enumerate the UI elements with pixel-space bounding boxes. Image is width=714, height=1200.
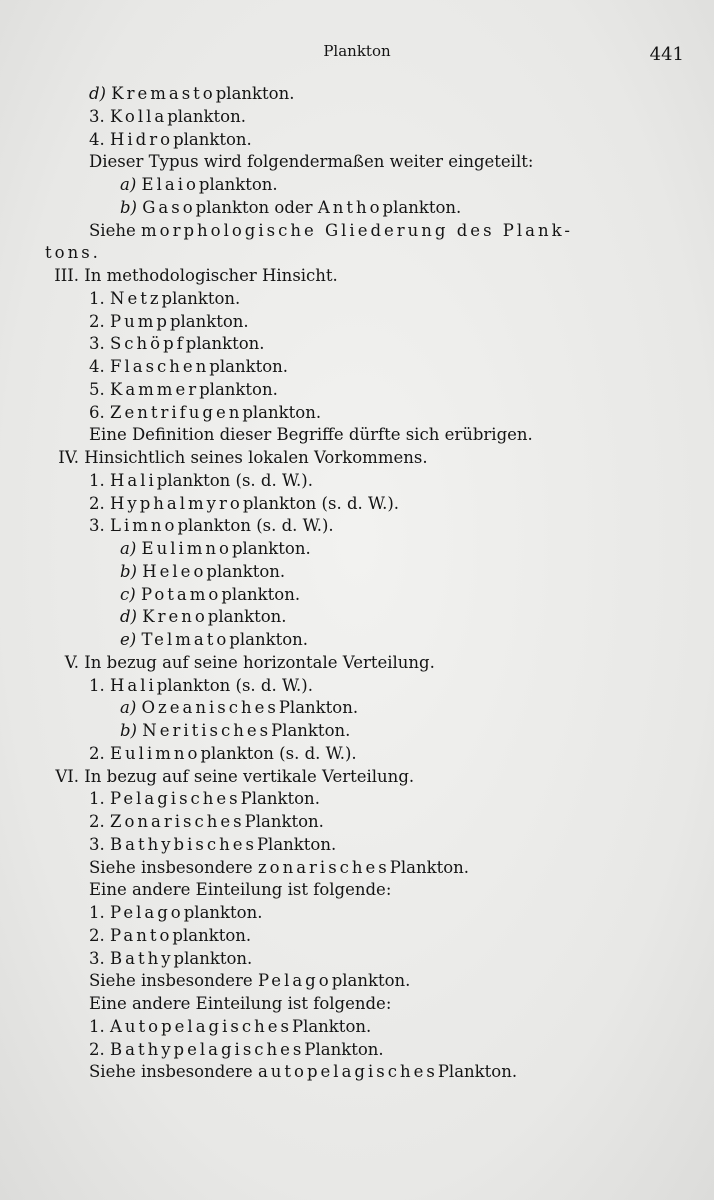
line-text: plankton.	[231, 539, 311, 558]
line-text: plankton (s. d. W.).	[177, 516, 334, 536]
spaced-term: Neritisches	[142, 721, 272, 740]
spaced-term: Hali	[110, 675, 157, 695]
spaced-term: Bathy	[110, 948, 174, 968]
list-marker: 5.	[89, 379, 105, 399]
spaced-term: Ozeanisches	[141, 698, 279, 718]
line-text: plankton oder	[195, 197, 318, 217]
line-text: plankton (s. d. W.).	[200, 743, 357, 763]
list-marker: b)	[120, 561, 137, 581]
text-line	[0, 1039, 714, 1062]
line-text: Eine andere Einteilung ist folgende:	[89, 994, 392, 1013]
list-marker: 6.	[89, 402, 105, 422]
spaced-term: Flaschen	[110, 357, 210, 376]
spaced-term: Eulimno	[110, 743, 201, 763]
text-line	[0, 288, 714, 311]
text-line	[0, 1016, 714, 1039]
line-text: plankton.	[173, 948, 253, 968]
line-text: Hinsichtlich seines lokalen Vorkommens.	[84, 448, 428, 467]
list-marker: c)	[120, 584, 136, 604]
line-text: plankton.	[215, 84, 295, 103]
line-text: plankton.	[173, 129, 252, 149]
text-line	[0, 242, 714, 265]
line-text: In bezug auf seine horizontale Verteilung.	[84, 652, 435, 672]
line-text: plankton.	[229, 630, 309, 649]
section-numeral: III.	[54, 266, 79, 285]
text-line	[0, 220, 714, 243]
text-line	[0, 675, 714, 698]
line-text: plankton (s. d. W.).	[156, 675, 313, 695]
line-text: plankton.	[185, 334, 265, 354]
spaced-term: Limno	[110, 516, 178, 536]
line-text: plankton.	[242, 402, 322, 422]
line-text: Siehe insbesondere	[89, 1062, 258, 1082]
text-line	[0, 857, 714, 880]
spaced-term: Elaio	[141, 175, 199, 194]
text-line	[0, 174, 714, 197]
list-marker: 1.	[89, 903, 105, 922]
list-marker: d)	[89, 84, 106, 103]
text-line	[0, 424, 714, 447]
spaced-term: Potamo	[140, 584, 222, 604]
spaced-term: Pelago	[110, 903, 184, 922]
line-text: plankton.	[172, 925, 252, 945]
line-text: Plankton.	[240, 789, 320, 809]
list-marker: e)	[120, 630, 137, 649]
text-line	[0, 1061, 714, 1084]
list-marker: 2.	[89, 493, 105, 513]
text-line	[0, 265, 714, 288]
text-line	[0, 311, 714, 334]
line-text: plankton.	[206, 561, 286, 581]
spaced-term: Gaso	[142, 197, 196, 217]
spaced-term: Kammer	[110, 379, 200, 399]
text-line	[0, 129, 714, 152]
line-text: Plankton.	[389, 857, 470, 877]
text-line	[0, 83, 714, 106]
text-line	[0, 902, 714, 925]
line-text: plankton.	[331, 971, 411, 991]
spaced-term: Bathybisches	[110, 834, 257, 854]
spaced-term: Heleo	[142, 561, 207, 581]
text-line	[0, 561, 714, 584]
text-line	[0, 379, 714, 402]
text-line	[0, 470, 714, 493]
text-line	[0, 197, 714, 220]
spaced-term: autopelagisches	[257, 1062, 438, 1082]
line-text: Plankton.	[304, 1039, 384, 1059]
list-marker: 2.	[89, 743, 105, 763]
text-line	[0, 333, 714, 356]
line-text: In methodologischer Hinsicht.	[84, 266, 338, 285]
text-line	[0, 720, 714, 743]
line-text: Plankton.	[437, 1062, 518, 1082]
page-header	[0, 42, 714, 66]
spaced-term: Pelagisches	[110, 789, 241, 809]
text-line	[0, 788, 714, 811]
spaced-term: Bathypelagisches	[110, 1039, 305, 1059]
line-text: Dieser Typus wird folgendermaßen weiter eingeteilt:	[89, 152, 534, 172]
line-text: plankton.	[183, 903, 263, 922]
line-text: plankton.	[199, 379, 278, 399]
list-marker: 2.	[89, 925, 105, 945]
spaced-term: Kolla	[110, 106, 168, 126]
text-line	[0, 447, 714, 470]
text-line	[0, 993, 714, 1016]
list-marker: b)	[120, 721, 137, 740]
text-line	[0, 834, 714, 857]
text-line	[0, 925, 714, 948]
list-marker: 1.	[89, 789, 105, 809]
line-text: Plankton.	[244, 812, 324, 831]
list-marker: 1.	[89, 675, 105, 695]
spaced-term: Hidro	[110, 129, 174, 149]
text-line	[0, 493, 714, 516]
spaced-term: Kreno	[142, 607, 208, 627]
running-head: Plankton	[323, 42, 391, 60]
spaced-term: Antho	[317, 197, 383, 217]
spaced-term: Hali	[110, 470, 157, 490]
line-text: Siehe	[89, 220, 141, 240]
list-marker: 4.	[89, 129, 105, 149]
text-line	[0, 151, 714, 174]
spaced-term: Pump	[110, 311, 170, 331]
line-text: .	[92, 243, 98, 263]
line-text: plankton.	[169, 311, 249, 331]
spaced-term: Pelago	[257, 971, 332, 991]
text-line	[0, 811, 714, 834]
list-marker: 2.	[89, 311, 105, 331]
list-marker: 4.	[89, 357, 105, 376]
line-text: plankton.	[221, 584, 301, 604]
text-line	[0, 515, 714, 538]
line-text: plankton.	[382, 197, 462, 217]
text-line	[0, 356, 714, 379]
line-text: plankton (s. d. W.).	[156, 470, 313, 490]
line-text: plankton.	[167, 106, 246, 126]
line-text: Eine andere Einteilung ist folgende:	[89, 880, 392, 900]
spaced-term: morphologische Gliederung des Plank-	[140, 220, 573, 240]
line-text: Plankton.	[271, 721, 351, 740]
spaced-term: Panto	[110, 925, 173, 945]
line-text: Plankton.	[291, 1016, 372, 1036]
line-text: Siehe insbesondere	[89, 971, 258, 991]
line-text: plankton.	[161, 288, 241, 308]
text-line	[0, 948, 714, 971]
page-body	[0, 83, 714, 1084]
line-text: plankton.	[209, 357, 289, 376]
list-marker: a)	[120, 539, 137, 558]
text-line	[0, 697, 714, 720]
text-line	[0, 606, 714, 629]
text-line	[0, 970, 714, 993]
list-marker: a)	[120, 175, 137, 194]
list-marker: 3.	[89, 106, 105, 126]
section-numeral: VI.	[55, 766, 79, 786]
list-marker: 3.	[89, 834, 105, 854]
line-text: plankton (s. d. W.).	[242, 493, 399, 513]
text-line	[0, 629, 714, 652]
line-text: Eine Definition dieser Begriffe dürfte sich erübrigen.	[89, 425, 533, 445]
list-marker: 2.	[89, 1039, 105, 1059]
list-marker: d)	[120, 607, 137, 627]
line-text: plankton.	[198, 175, 278, 194]
line-text: Siehe insbesondere	[89, 857, 258, 877]
spaced-term: Zonarisches	[110, 812, 245, 831]
list-marker: 3.	[89, 334, 105, 354]
spaced-term: Autopelagisches	[110, 1016, 292, 1036]
spaced-term: Netz	[110, 288, 162, 308]
line-text: Plankton.	[256, 834, 337, 854]
list-marker: 2.	[89, 812, 105, 831]
text-line	[0, 538, 714, 561]
list-marker: 1.	[89, 1016, 105, 1036]
spaced-term: tons	[45, 243, 93, 263]
text-line	[0, 402, 714, 425]
section-numeral: V.	[64, 652, 79, 672]
list-marker: 3.	[89, 948, 105, 968]
text-line	[0, 879, 714, 902]
list-marker: 1.	[89, 470, 105, 490]
section-numeral: IV.	[58, 448, 79, 467]
page-number: 441	[649, 44, 684, 65]
text-line	[0, 584, 714, 607]
list-marker: 3.	[89, 516, 105, 536]
spaced-term: Hyphalmyro	[110, 493, 243, 513]
line-text: In bezug auf seine vertikale Verteilung.	[84, 766, 415, 786]
text-line	[0, 652, 714, 675]
line-text: Plankton.	[278, 698, 359, 718]
text-line	[0, 766, 714, 789]
spaced-term: Telmato	[141, 630, 230, 649]
spaced-term: Zentrifugen	[110, 402, 243, 422]
spaced-term: Eulimno	[141, 539, 232, 558]
line-text: plankton.	[207, 607, 287, 627]
spaced-term: zonarisches	[257, 857, 390, 877]
list-marker: b)	[120, 197, 137, 217]
list-marker: 1.	[89, 288, 105, 308]
text-line	[0, 743, 714, 766]
list-marker: a)	[120, 698, 137, 718]
spaced-term: Schöpf	[110, 334, 186, 354]
text-line	[0, 106, 714, 129]
spaced-term: Kremasto	[111, 84, 216, 103]
